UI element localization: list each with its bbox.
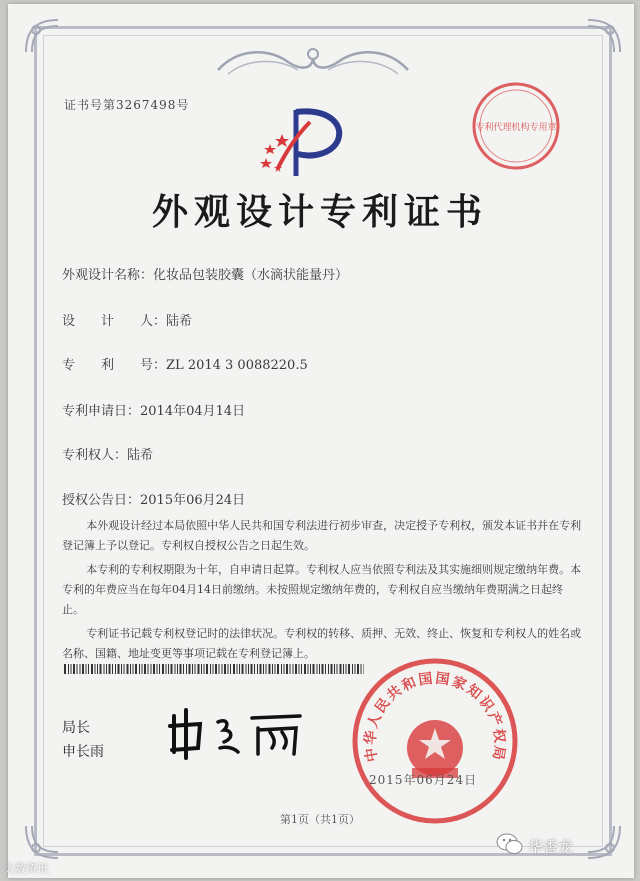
director-title: 局长 — [62, 720, 90, 736]
patent-number-value: ZL 2014 3 0088220.5 — [166, 358, 308, 373]
national-ip-office-seal-icon — [350, 656, 520, 826]
corner-ornament-icon — [584, 16, 624, 56]
patent-office-logo-icon — [248, 104, 348, 180]
application-date-value: 2014年04月14日 — [140, 404, 246, 419]
certificate-body-text — [62, 516, 582, 664]
designer-value: 陆希 — [166, 314, 193, 329]
field-patentee: 专利权人：陆希 — [62, 448, 154, 463]
corner-ornament-icon — [584, 822, 624, 862]
field-designer: 设 计 人：陆希 — [62, 314, 193, 329]
grant-date-value: 2015年06月24日 — [140, 493, 246, 508]
paragraph-legal-status: 专利证书记载专利权登记时的法律状况。专利权的转移、质押、无效、终止、恢复和专利权人的姓名或名称、国籍、地址变更等事项记载在专利登记簿上。 — [62, 627, 582, 660]
corner-ornament-icon — [22, 16, 62, 56]
field-grant-date: 授权公告日：2015年06月24日 — [62, 493, 246, 508]
wechat-icon — [496, 832, 524, 856]
patentee-value: 陆希 — [127, 448, 154, 463]
watermark-left: 大数资讯 — [4, 862, 48, 875]
issue-date: 2015年06月24日 — [369, 773, 478, 787]
field-patent-number: 专 利 号：ZL 2014 3 0088220.5 — [62, 358, 308, 373]
top-scroll-ornament-icon — [208, 42, 418, 82]
watermark-right: 华香龙 — [528, 838, 574, 856]
corner-ornament-icon — [22, 822, 62, 862]
director-name: 申长雨 — [62, 744, 104, 760]
certificate-number: 证书号第3267498号 — [64, 98, 190, 112]
director-signature-icon — [160, 702, 310, 762]
agency-seal-text: 专利代理机构专用章 — [475, 123, 557, 133]
national-seal-text: 中华人民共和国国家知识产权局 — [362, 670, 508, 763]
barcode-icon — [64, 664, 364, 674]
page-number: 第1页（共1页） — [280, 813, 360, 826]
field-design-name: 外观设计名称：化妆品包装胶囊（水滴状能量丹） — [62, 268, 349, 283]
field-application-date: 专利申请日：2014年04月14日 — [62, 404, 246, 419]
agency-seal-icon — [468, 78, 564, 174]
design-name-value: 化妆品包装胶囊（水滴状能量丹） — [153, 268, 349, 283]
paragraph-grant: 本外观设计经过本局依照中华人民共和国专利法进行初步审查，决定授予专利权，颁发本证书并在专利登记簿上予以登记。专利权自授权公告之日起生效。 — [62, 519, 582, 552]
paragraph-term: 本专利的专利权期限为十年，自申请日起算。专利权人应当依照专利法及其实施细则规定缴纳年费。本专利的年费应当在每年04月14日前缴纳。未按照规定缴纳年费的，专利权自应当缴纳年费期满之日起终止。 — [62, 563, 582, 616]
certificate-title: 外观设计专利证书 — [151, 191, 488, 233]
